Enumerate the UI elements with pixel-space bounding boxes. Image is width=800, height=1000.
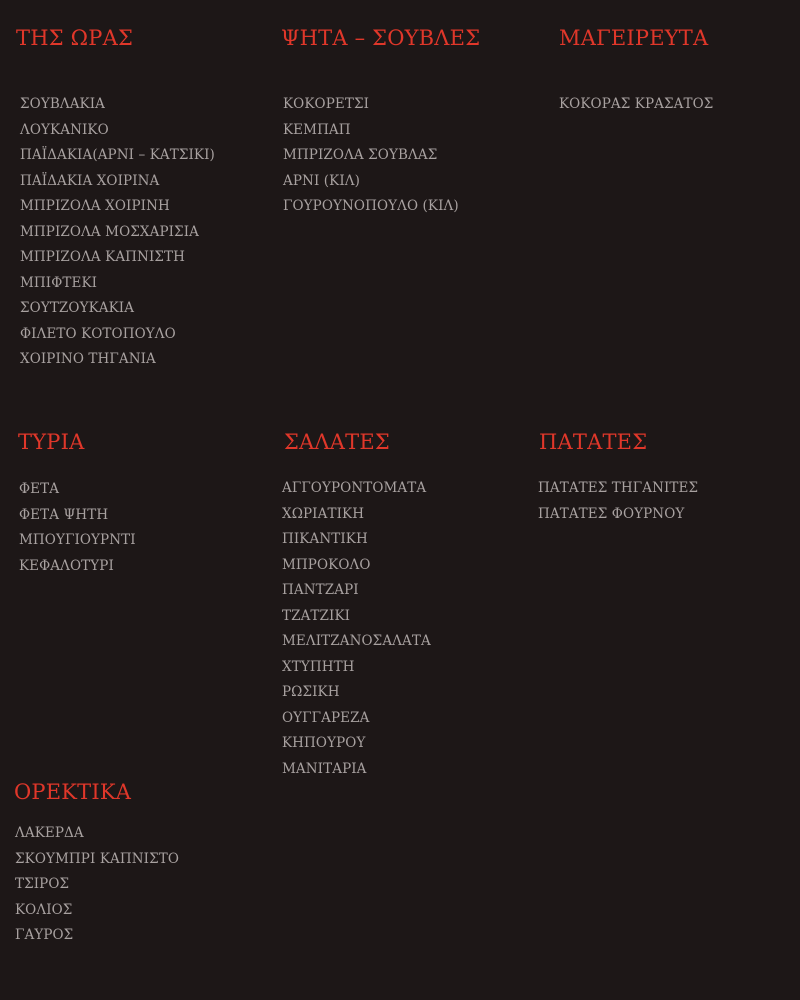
- section-title: ΤΥΡΙΑ: [18, 430, 85, 454]
- section-title: ΨΗΤΑ – ΣΟΥΒΛΕΣ: [281, 26, 481, 50]
- menu-item: ΤΖΑΤΖΙΚΙ: [282, 607, 351, 624]
- section-title: ΟΡΕΚΤΙΚΑ: [14, 780, 132, 804]
- menu-item: ΚΟΚΟΡΕΤΣΙ: [283, 96, 370, 112]
- menu-item: ΜΠΡΙΖΟΛΑ ΣΟΥΒΛΑΣ: [283, 147, 438, 163]
- menu-item: ΚΕΜΠΑΠ: [283, 121, 351, 138]
- menu-item: ΤΣΙΡΟΣ: [15, 876, 70, 892]
- menu-item: ΧΩΡΙΑΤΙΚΗ: [282, 505, 365, 522]
- menu-item: ΜΠΡΙΖΟΛΑ ΧΟΙΡΙΝΗ: [20, 198, 170, 214]
- menu-item: ΚΟΚΟΡΑΣ ΚΡΑΣΑΤΟΣ: [559, 96, 714, 112]
- menu-item: ΠΑΪΔΑΚΙΑ(ΑΡΝΙ – ΚΑΤΣΙΚΙ): [20, 147, 215, 163]
- menu-section-mageireyta: [559, 26, 713, 118]
- menu-item: ΣΚΟΥΜΠΡΙ ΚΑΠΝΙΣΤΟ: [15, 850, 179, 867]
- menu-item: ΜΠΡΙΖΟΛΑ ΚΑΠΝΙΣΤΗ: [20, 249, 186, 265]
- menu-item: ΓΑΥΡΟΣ: [15, 927, 74, 943]
- menu-item: ΧΟΙΡΙΝΟ ΤΗΓΑΝΙΑ: [20, 351, 156, 367]
- menu-item: ΠΑΤΑΤΕΣ ΤΗΓΑΝΙΤΕΣ: [538, 480, 699, 496]
- menu-item: ΛΟΥΚΑΝΙΚΟ: [20, 121, 109, 138]
- menu-section-salates: [284, 430, 431, 782]
- menu-item: ΟΥΓΓΑΡΕΖΑ: [282, 709, 370, 726]
- menu-section-psita-souvles: [281, 26, 480, 220]
- menu-item-list: [282, 476, 431, 782]
- menu-item: ΦΕΤΑ: [19, 481, 60, 497]
- menu-item: ΛΑΚΕΡΔΑ: [15, 825, 84, 841]
- menu-item-list: [20, 92, 215, 373]
- menu-item: ΧΤΥΠΗΤΗ: [282, 658, 355, 675]
- menu-item: ΜΠΡΙΖΟΛΑ ΜΟΣΧΑΡΙΣΙΑ: [20, 223, 199, 240]
- menu-item: ΠΑΪΔΑΚΙΑ ΧΟΙΡΙΝΑ: [20, 172, 160, 189]
- menu-item-list: [559, 92, 713, 118]
- menu-item: ΠΙΚΑΝΤΙΚΗ: [282, 531, 368, 547]
- menu-item: ΑΡΝΙ (ΚΙΛ): [283, 172, 360, 189]
- menu-item: ΠΑΝΤΖΑΡΙ: [282, 582, 359, 598]
- menu-item: ΑΓΓΟΥΡΟΝΤΟΜΑΤΑ: [282, 480, 427, 496]
- menu-item: ΦΕΤΑ ΨΗΤΗ: [19, 506, 109, 523]
- menu-item: ΜΑΝΙΤΑΡΙΑ: [282, 760, 367, 777]
- menu-section-tis-oras: [16, 26, 215, 373]
- menu-item-list: [283, 92, 480, 220]
- menu-item-list: [538, 476, 698, 527]
- menu-item: ΚΗΠΟΥΡΟΥ: [282, 735, 366, 751]
- menu-section-tyria: [18, 430, 136, 579]
- menu-item-list: [19, 477, 136, 579]
- menu-item: ΜΠΙΦΤΕΚΙ: [20, 274, 98, 291]
- menu-section-patates: [539, 430, 698, 527]
- menu-section-orektika: [14, 780, 179, 949]
- menu-item-list: [15, 821, 179, 949]
- section-title: ΣΑΛΑΤΕΣ: [284, 430, 390, 454]
- menu-item: ΦΙΛΕΤΟ ΚΟΤΟΠΟΥΛΟ: [20, 325, 176, 342]
- menu-item: ΜΠΟΥΓΙΟΥΡΝΤΙ: [19, 532, 136, 548]
- menu-item: ΜΕΛΙΤΖΑΝΟΣΑΛΑΤΑ: [282, 633, 431, 649]
- menu-item: ΠΑΤΑΤΕΣ ΦΟΥΡΝΟΥ: [538, 505, 685, 522]
- menu-item: ΚΕΦΑΛΟΤΥΡΙ: [19, 557, 114, 574]
- menu-item: ΣΟΥΒΛΑΚΙΑ: [20, 96, 106, 112]
- section-title: ΜΑΓΕΙΡΕΥΤΑ: [559, 26, 709, 50]
- menu-item: ΡΩΣΙΚΗ: [282, 684, 340, 700]
- section-title: ΤΗΣ ΩΡΑΣ: [16, 26, 133, 50]
- menu-item: ΚΟΛΙΟΣ: [15, 901, 73, 918]
- section-title: ΠΑΤΑΤΕΣ: [539, 430, 648, 454]
- menu-item: ΜΠΡΟΚΟΛΟ: [282, 556, 371, 573]
- menu-item: ΣΟΥΤΖΟΥΚΑΚΙΑ: [20, 300, 135, 316]
- menu-item: ΓΟΥΡΟΥΝΟΠΟΥΛΟ (ΚΙΛ): [283, 198, 459, 214]
